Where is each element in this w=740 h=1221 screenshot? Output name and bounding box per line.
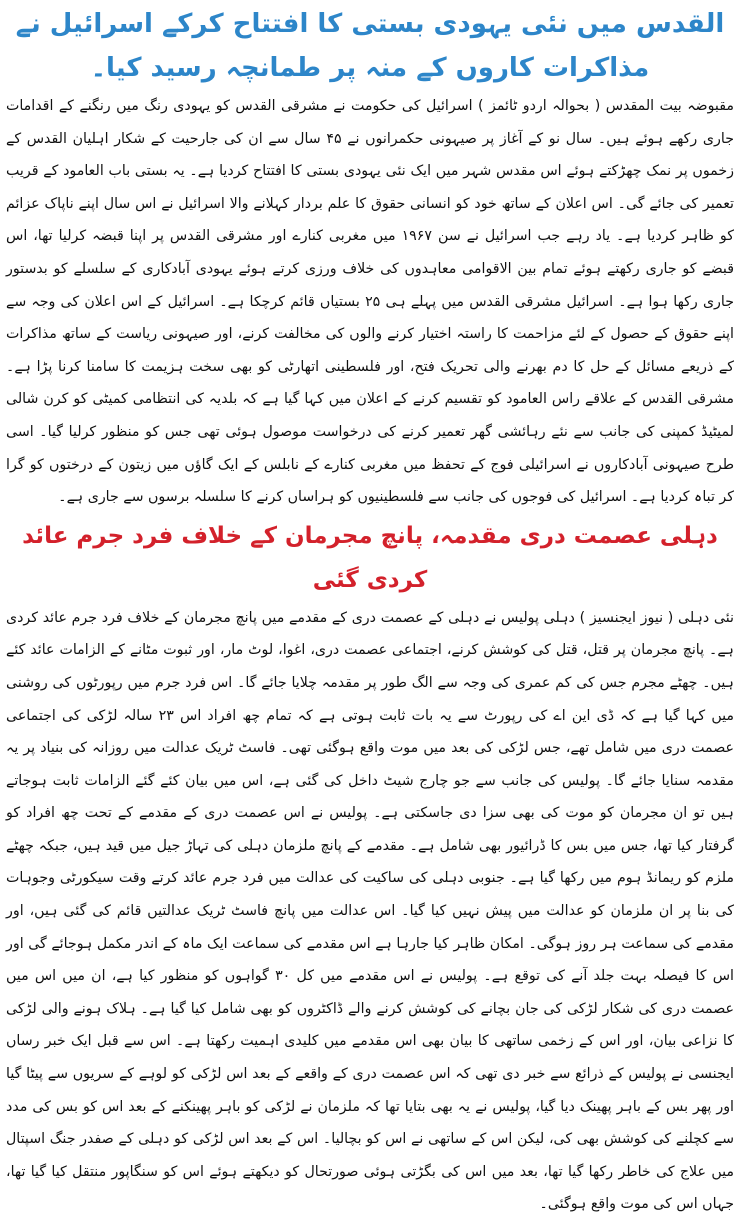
article-1-body: مقبوضہ بیت المقدس ( بحوالہ اردو ٹائمز ) اسرائیل کی حکومت نے مشرقی القدس کو یہودی رنگ میں رنگنے کے اقدامات جاری رکھے ہوئے ہیں۔ سال نو کے آغاز پر صیہونی حکمرانوں نے ۴۵ سال سے ان کی جارحیت کے شکار اہلیان القدس کے زخموں پر نمک چھڑکتے ہوئے اس مقدس شہر میں ایک نئی یہودی بستی کا افتتاح کردیا ہے۔ یہ بستی باب العامود کے قریب تعمیر کی جائے گی۔ اس اعلان کے ساتھ خود کو انسانی حقوق کا علم بردار کہلانے والا اسرائیل نے اس سال اپنے ناپاک عزائم کو ظاہر کردیا ہے۔ یاد رہے جب اسرائیل نے سن ۱۹۶۷ میں مغربی کنارے اور مشرقی القدس پر اپنا قبضہ کرلیا تھا، اس قبضے کو جاری رکھتے ہوئے تمام بین الاقوامی معاہدوں کی خلاف ورزی کرتے ہوئے یہودی آبادکاری کے سلسلے کو بدستور جاری رکھا ہوا ہے۔ اسرائیل مشرقی القدس میں پہلے ہی ۲۵ بستیاں قائم کرچکا ہے۔ اسرائیل کے اس اعلان کی وجہ سے اپنے حقوق کے حصول کے لئے مزاحمت کا راستہ اختیار کرنے والوں کی مخالفت کرنے، اور صیہونی ریاست کے ساتھ مذاکرات کے ذریعے مسائل کے حل کا دم بھرنے والی تحریک فتح، اور فلسطینی اتھارٹی کو بھی سخت ہزیمت کا سامنا کرنا پڑا ہے۔ مشرقی القدس کے علاقے راس العامود کو تقسیم کرنے کے اعلان میں کہا گیا ہے کہ بلدیہ کی انتظامی کمیٹی کو کرن شالی لمیٹیڈ کمپنی کی جانب سے نئے رہائشی گھر تعمیر کرنے کی درخواست موصول ہوئی تھی جس کو منظور کرلیا گیا۔ اسی طرح صیہونی آبادکاروں نے اسرائیلی فوج کے تحفظ میں مغربی کنارے کے نابلس کے ایک گاؤں میں زیتون کے درختوں کو گرا کر تباہ کردیا ہے۔ اسرائیل کی فوجوں کی جانب سے فلسطینیوں کو ہراساں کرنے کا سلسلہ برسوں سے جاری ہے۔ [6,98,734,506]
article-2-headline: دہلی عصمت دری مقدمہ، پانچ مجرمان کے خلاف فرد جرم عائد کردی گئی [22,522,718,593]
article-1-headline: القدس میں نئی یہودی بستی کا افتتاح کرکے اسرائیل نے مذاکرات کاروں کے منہ پر طمانچہ رسید کیا۔ [15,9,725,83]
article-2-body: نئی دہلی ( نیوز ایجنسیز ) دہلی پولیس نے دہلی کے عصمت دری کے مقدمے میں پانچ مجرمان کے خلاف فرد جرم عائد کردی ہے۔ پانچ مجرمان پر قتل، قتل کی کوشش کرنے، اجتماعی عصمت دری، اغوا، لوٹ مار، اور ثبوت مٹانے کے الزامات عائد کئے ہیں۔ چھٹے مجرم جس کی کم عمری کی وجہ سے الگ طور پر مقدمہ چلایا جائے گا۔ اس فرد جرم میں رپورٹوں کی روشنی میں کہا گیا ہے کہ ڈی این اے کی رپورٹ سے یہ بات ثابت ہوتی ہے کہ تمام چھ افراد اس ۲۳ سالہ لڑکی کی اجتماعی عصمت دری میں شامل تھے، جس لڑکی کی بعد میں موت واقع ہوگئی تھی۔ فاسٹ ٹریک عدالت میں روزانہ کی بنیاد پر یہ مقدمہ سنایا جائے گا۔ پولیس کی جانب سے جو چارج شیٹ داخل کی گئی ہے، اس میں بیان کئے گئے الزامات ثابت ہوجاتے ہیں تو ان مجرمان کو موت کی بھی سزا دی جاسکتی ہے۔ پولیس نے اس عصمت دری کے مقدمے کے تحت چھ افراد کو گرفتار کیا تھا، جس میں بس کا ڈرائیور بھی شامل ہے۔ مقدمے کے پانچ ملزمان دہلی کی تہاڑ جیل میں قید ہیں، جبکہ چھٹے ملزم کو ریمانڈ ہوم میں رکھا گیا ہے۔ جنوبی دہلی کی ساکیت کی عدالت میں فرد جرم عائد کرتے وقت سیکورٹی وجوہات کی بنا پر ان ملزمان کو عدالت میں پیش نہیں کیا گیا۔ اس عدالت میں پانچ فاسٹ ٹریک عدالتیں قائم کی گئی ہیں، اور مقدمے کی سماعت ہر روز ہوگی۔ امکان ظاہر کیا جارہا ہے اس مقدمے کی سماعت ایک ماہ کے اندر مکمل ہوجائے گی اور اس کا فیصلہ بہت جلد آنے کی توقع ہے۔ پولیس نے اس مقدمے میں کل ۳۰ گواہوں کو منظور کیا ہے، ان میں اس میں عصمت دری کی شکار لڑکی کی جان بچانے کی کوشش کرنے والے ڈاکٹروں کو بھی شامل کیا گیا ہے۔ ہلاک ہونے والی لڑکی کا نزاعی بیان، اور اس کے زخمی ساتھی کا بیان بھی اس مقدمے میں کلیدی اہمیت رکھتا ہے۔ اس سے قبل ایک خبر رساں ایجنسی نے پولیس کے ذرائع سے خبر دی تھی کہ اس عصمت دری کے واقعے کے بعد اس لڑکی کو لوہے کے سریوں سے پیٹا گیا اور پھر بس کے باہر پھینک دیا گیا، پولیس نے یہ بھی بتایا تھا کہ ملزمان نے لڑکی کو باہر پھینکنے کے بعد اس کو بس کی مدد سے کچلنے کی کوشش بھی کی، لیکن اس کے ساتھی نے اس کو بچالیا۔ اس کے بعد اس لڑکی کو دہلی کے صفدر جنگ اسپتال میں علاج کی خاطر رکھا گیا تھا، بعد میں اس کی بگڑتی ہوئی صورتحال کو دیکھتے ہوئے اس کو سنگاپور منتقل کیا گیا تھا، جہاں اس کی موت واقع ہوگئی۔ [6,609,734,1213]
newspaper-page [0,2,740,1213]
